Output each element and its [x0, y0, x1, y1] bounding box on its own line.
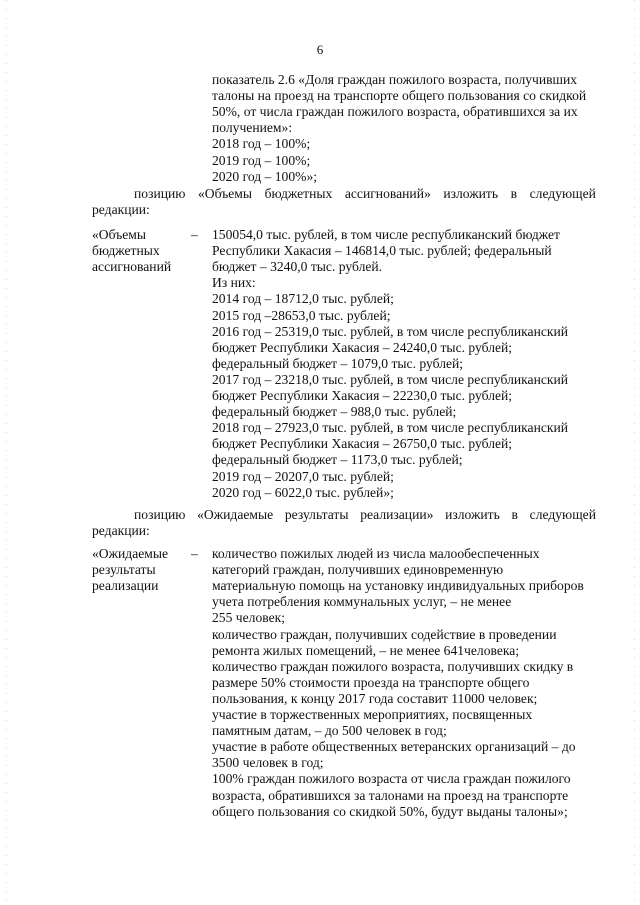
text-line: бюджет Республики Хакасия – 24240,0 тыс. рублей; — [212, 339, 513, 355]
word: в — [511, 507, 518, 522]
page-number: 6 — [316, 42, 324, 57]
text-line: 2018 год – 27923,0 тыс. рублей, в том числе республиканский — [212, 420, 569, 436]
text-line: получением»: — [212, 120, 293, 136]
row-label: бюджетных — [92, 243, 160, 259]
text-line: 3500 человек в год; — [212, 755, 324, 771]
text-line: категорий граждан, получивших единовременную — [212, 562, 504, 578]
word: позицию — [134, 186, 186, 201]
word: результаты — [284, 507, 349, 522]
text-line: ремонта жилых помещений, – не менее 641человека; — [212, 642, 520, 658]
text-line: 2016 год – 25319,0 тыс. рублей, в том числе республиканский — [212, 323, 569, 339]
text-line: федеральный бюджет – 1079,0 тыс. рублей; — [212, 355, 464, 371]
text-line: Из них: — [212, 275, 256, 291]
text-line: участие в работе общественных ветеранских организаций – до — [212, 739, 576, 755]
text-line: возраста, обратившихся за талонами на проезд на транспорте — [212, 787, 569, 803]
word: позицию — [134, 507, 186, 522]
scan-edge-left — [6, 0, 7, 905]
text-line: бюджет Республики Хакасия – 22230,0 тыс. рублей; — [212, 388, 513, 403]
text-line: участие в торжественных мероприятиях, посвященных — [212, 707, 533, 722]
text-line: 2014 год – 18712,0 тыс. рублей; — [212, 291, 394, 307]
text-line: 150054,0 тыс. рублей, в том числе республиканский бюджет — [212, 227, 560, 242]
label-dash: – — [191, 227, 198, 242]
row-label: реализации — [92, 578, 159, 594]
text-line: 100% граждан пожилого возраста от числа граждан пожилого — [212, 771, 571, 787]
word: реализации» — [360, 507, 434, 522]
word: ассигнований» — [344, 186, 431, 201]
text-line: 2017 год – 23218,0 тыс. рублей, в том числе республиканский — [212, 371, 569, 387]
text-line: пользования, к концу 2017 года составит 11000 человек; — [212, 690, 538, 706]
text-line: количество граждан, получивших содействие в проведении — [212, 626, 557, 642]
text-line: 2020 год – 6022,0 тыс. рублей»; — [212, 484, 394, 500]
word: следующей — [529, 507, 596, 522]
row-label: результаты — [92, 562, 156, 578]
text-line: 2018 год – 100%; — [212, 136, 311, 152]
text-line: количество граждан пожилого возраста, получивших скидку в — [212, 658, 574, 674]
paragraph-line — [134, 186, 596, 202]
paragraph-line — [134, 507, 596, 523]
word: бюджетных — [264, 186, 333, 201]
word: в — [510, 186, 518, 201]
word: «Ожидаемые — [197, 507, 274, 522]
text-line: 2015 год –28653,0 тыс. рублей; — [212, 307, 391, 323]
text-line: учета потребления коммунальных услуг, – не менее — [212, 594, 512, 610]
text-line: федеральный бюджет – 988,0 тыс. рублей; — [212, 404, 457, 420]
text-line: талоны на проезд на транспорте общего пользования со скидкой — [212, 88, 587, 104]
text-line: 2020 год – 100%»; — [212, 168, 318, 184]
label-dash: – — [191, 546, 198, 561]
text-line: 2019 год – 100%; — [212, 152, 311, 168]
row-label: ассигнований — [92, 259, 172, 275]
text-line: размере 50% стоимости проезда на транспорте общего — [212, 674, 530, 690]
paragraph-line: редакции: — [92, 202, 150, 217]
text-line: количество пожилых людей из числа малообеспеченных — [212, 546, 540, 561]
word: следующей — [529, 186, 596, 201]
row-label: «Ожидаемые — [92, 546, 169, 561]
text-line: 2019 год – 20207,0 тыс. рублей; — [212, 468, 394, 484]
word: изложить — [443, 186, 499, 201]
paragraph-line: редакции: — [92, 523, 150, 538]
text-line: бюджет Республики Хакасия – 26750,0 тыс. рублей; — [212, 436, 513, 452]
text-line: 255 человек; — [212, 610, 285, 626]
text-line: Республики Хакасия – 146814,0 тыс. рублей; федеральный — [212, 243, 552, 259]
text-line: памятным датам, – до 500 человек в год; — [212, 723, 447, 739]
text-line: материальную помощь на установку индивидуальных приборов — [212, 578, 584, 594]
text-line: общего пользования со скидкой 50%, будут выданы талоны»; — [212, 803, 568, 819]
text-line: федеральный бюджет – 1173,0 тыс. рублей; — [212, 452, 463, 468]
word: изложить — [445, 507, 500, 522]
word: «Объемы — [198, 186, 252, 201]
text-line: бюджет – 3240,0 тыс. рублей. — [212, 259, 383, 275]
text-line: показатель 2.6 «Доля граждан пожилого возраста, получивших — [212, 72, 578, 87]
text-line: 50%, от числа граждан пожилого возраста, обратившихся за их — [212, 104, 578, 120]
row-label: «Объемы — [92, 227, 146, 242]
scan-edge-right — [634, 0, 635, 905]
